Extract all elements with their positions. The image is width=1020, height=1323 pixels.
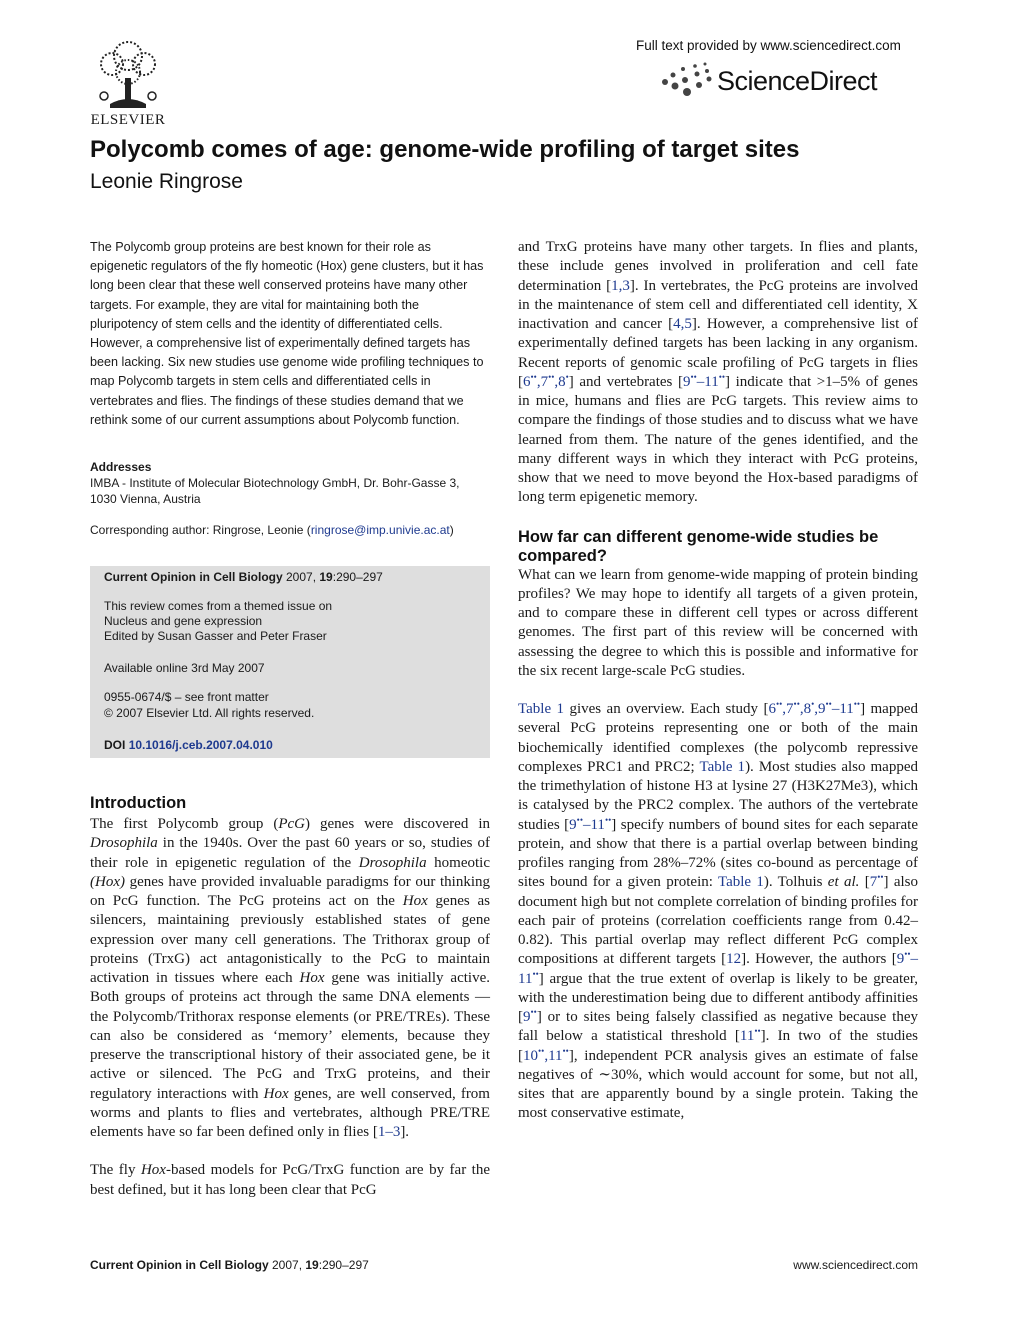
elsevier-tree-icon	[90, 38, 166, 110]
infobox-pages: :290–297	[332, 570, 383, 584]
address-line-2: 1030 Vienna, Austria	[90, 491, 201, 506]
sciencedirect-dots-icon	[655, 60, 715, 100]
corresponding-email-link[interactable]: ringrose@imp.univie.ac.at	[310, 523, 450, 537]
infobox-doi-link[interactable]: 10.1016/j.ceb.2007.04.010	[128, 738, 273, 752]
infobox-themed-2: Nucleus and gene expression	[104, 614, 263, 628]
infobox-issn: 0955-0674/$ – see front matter	[104, 690, 269, 704]
footer-website[interactable]: www.sciencedirect.com	[793, 1258, 918, 1272]
corresponding-author	[90, 523, 490, 537]
footer-citation	[90, 1258, 369, 1272]
footer-journal: Current Opinion in Cell Biology	[90, 1258, 269, 1272]
footer-volume: 19	[305, 1258, 319, 1272]
intro-paragraph-2: The fly Hox-based models for PcG/TrxG function are by far the best defined, but it has long been clear that PcG	[90, 1162, 491, 1198]
elsevier-logo	[86, 38, 170, 130]
infobox-copyright: © 2007 Elsevier Ltd. All rights reserved.	[104, 706, 315, 720]
how-far-heading: How far can different genome-wide studies be compared?	[518, 527, 879, 565]
infobox-available: Available online 3rd May 2007	[104, 661, 265, 675]
addresses	[90, 476, 490, 507]
infobox-doi	[104, 738, 484, 754]
introduction-heading: Introduction	[90, 794, 187, 812]
elsevier-wordmark: ELSEVIER	[90, 112, 166, 128]
intro-paragraph-1: The first Polycomb group (PcG) genes were discovered in Drosophila in the 1940s. Over the past 60 years or so, studies of their role in epigenetic regulation of the Drosophila homeotic (Hox) genes have provided invaluable paradigms for our thinking on PcG function. The PcG proteins act on the Hox genes as silencers, maintaining previously established states of gene expression over many cell generations. The Trithorax group of proteins (TrxG) act antagonistically to the PcG to maintain activation in tissues where each Hox gene was initially active. Both groups of proteins act through the same DNA elements — the Polycomb/Trithorax response elements (or PRE/TREs). These can also be considered as ‘memory’ elements, because they preserve the transcriptional history of their associated gene, be it active or silenced. The PcG and TrxG proteins, and their regulatory interactions with Hox genes, are well conserved, from worms and plants to flies and vertebrates, although PRE/TRE elements have so far been defined only in flies [1–3].	[90, 816, 490, 1140]
footer-year: 2007,	[268, 1258, 306, 1272]
introduction-text	[90, 815, 490, 1200]
address-line-1: IMBA - Institute of Molecular Biotechnology GmbH, Dr. Bohr-Gasse 3,	[90, 476, 460, 490]
article-info-box	[90, 566, 490, 758]
article-author: Leonie Ringrose	[90, 170, 243, 193]
article-title: Polycomb comes of age: genome-wide profiling of target sites	[90, 136, 800, 163]
infobox-citation	[104, 570, 484, 586]
infobox-journal: Current Opinion in Cell Biology	[104, 570, 283, 584]
infobox-volume: 19	[319, 570, 333, 584]
infobox-year: 2007,	[282, 570, 320, 584]
addresses-label: Addresses	[90, 460, 152, 474]
column-2-text	[518, 238, 918, 1124]
abstract: The Polycomb group proteins are best known for their role as epigenetic regulators of the fly homeotic (Hox) gene clusters, but it has long been clear that these well conserved proteins have many other targets. For example, they are vital for maintaining both the pluripotency of stem cells and the identity of differentiated cells. However, a comprehensive list of experimentally defined targets has been lacking. Six new studies use genome wide profiling techniques to map Polycomb targets in stem cells and differentiated cells in vertebrates and flies. The findings of these studies demand that we rethink some of our current assumptions about Polycomb function.	[90, 240, 484, 427]
corresponding-prefix: Corresponding author: Ringrose, Leonie (	[90, 523, 311, 537]
sciencedirect-wordmark: ScienceDirect	[717, 66, 878, 96]
col2-paragraph-2: What can we learn from genome-wide mapping of protein binding profiles? We may hope to identify all targets of a given protein, and to compare these in different cell types or across different genomes. The first part of this review will be concerned with assessing the degree to which this is possible and informative for the six recent large-scale PcG studies.	[518, 566, 918, 679]
provided-by-text[interactable]: Full text provided by www.sciencedirect.com	[636, 38, 901, 53]
col2-paragraph-3: Table 1 gives an overview. Each study [6••,7••,8•,9••–11••] mapped several PcG proteins representing one or both of the main biochemically identified complexes (the polycomb repressive complexes PRC1 and PRC2; Table 1). Most studies also mapped the trimethylation of histone H3 at lysine 27 (H3K27Me3), which is catalysed by the PRC2 complex. The authors of the vertebrate studies [9••–11••] specify numbers of bound sites for each separate protein, and show that there is a partial overlap between binding profiles ranging from 28%–72% (sites co-bound as percentage of sites bound for a given protein: Table 1). Tolhuis et al. [7••] also document high but not complete correlation of binding profiles for each pair of proteins (correlation coefficients range from 0.42–0.82). This partial overlap may reflect different PcG complex compositions at different targets [12]. However, the authors [9••–11••] argue that the true extent of overlap is likely to be greater, with the underestimation being due to different antibody affinities [9••] or to sites being falsely classified as negative because they fall below a statistical threshold [11••]. In two of the studies [10••,11••], independent PCR analysis gives an estimate of false negatives of ∼30%, which would account for some, but not all, sites that are apparently bound by a single protein. Taking the most conservative estimate,	[518, 699, 918, 1122]
infobox-doi-label: DOI	[104, 738, 126, 752]
col2-paragraph-1: and TrxG proteins have many other targets. In flies and plants, these include genes involved in proliferation and cell fate determination [1,3]. In vertebrates, the PcG proteins are involved in the maintenance of stem cell and differentiated cell identity, X inactivation and cancer [4,5]. However, a comprehensive list of experimentally defined targets has been lacking in any organism. Recent reports of genomic scale profiling of PcG targets in flies [6••,7••,8•] and vertebrates [9••–11••] indicate that >1–5% of genes in mice, humans and flies are PcG targets. This review aims to compare the findings of those studies and to discuss what we have learned from them. The nature of the genes identified, and the many different ways in which they interact with PcG proteins, show that we need to move beyond the Hox-based paradigms of long term epigenetic memory.	[518, 239, 918, 506]
footer-pages: :290–297	[318, 1258, 369, 1272]
infobox-editors: Edited by Susan Gasser and Peter Fraser	[104, 629, 327, 643]
infobox-themed-1: This review comes from a themed issue on	[104, 599, 333, 613]
sciencedirect-logo[interactable]	[655, 60, 895, 102]
corresponding-suffix: )	[449, 523, 454, 537]
